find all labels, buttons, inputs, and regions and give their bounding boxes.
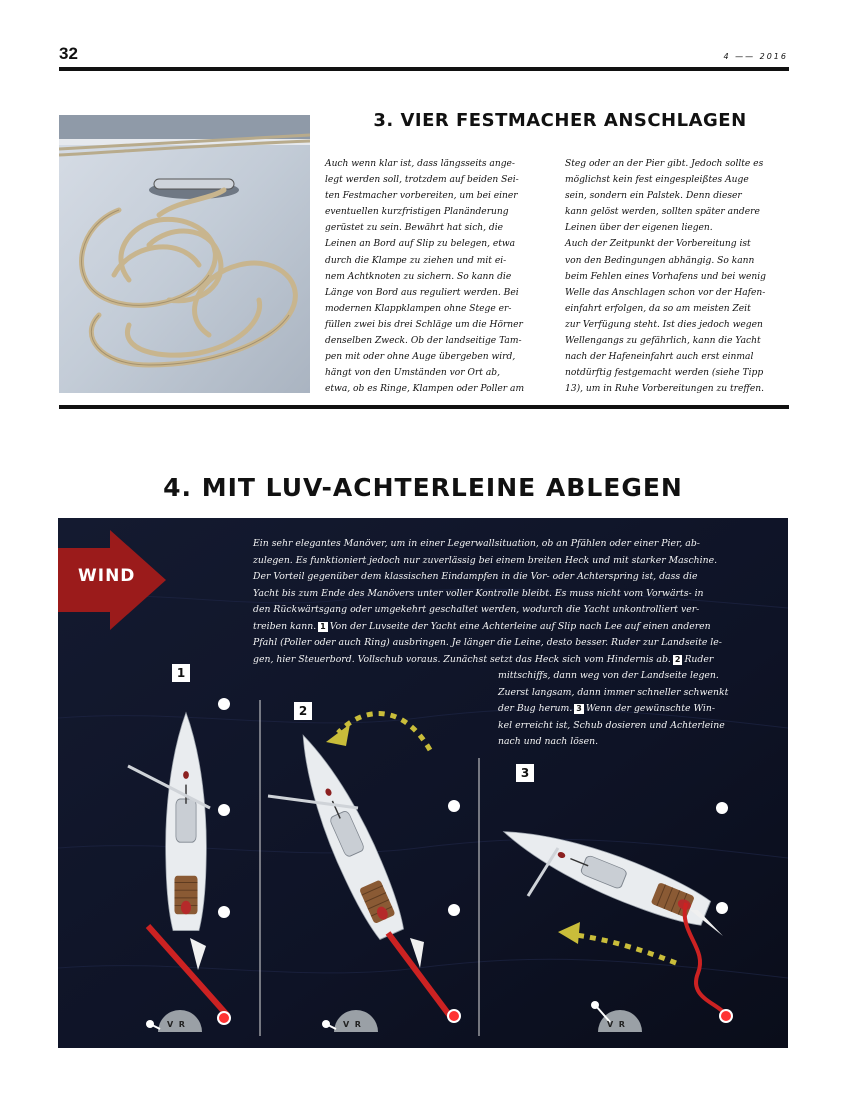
gauge-2-letters — [343, 1020, 361, 1029]
text-line: pen mit oder ohne Auge übergeben wird, — [325, 352, 516, 363]
text-line: Länge von Bord aus reguliert werden. Bei — [325, 287, 519, 298]
wind-label: WIND — [78, 566, 136, 586]
text-line: Auch wenn klar ist, dass längsseits ange- — [325, 159, 515, 169]
text-line: Welle das Anschlagen schon vor der Hafen- — [565, 287, 766, 298]
section3-column-1 — [325, 156, 547, 397]
text-line: 13), um in Ruhe Vorbereitungen zu treffen. — [565, 384, 764, 395]
text-line: Wellengangs zu gefährlich, kann die Yacht — [565, 336, 761, 347]
text-line: nach und nach lösen. — [498, 736, 599, 747]
text-line: mittschiffs, dann weg von der Landseite legen. — [498, 670, 719, 681]
text-fragment: Ruder — [684, 653, 714, 665]
maneuver-text-continued — [498, 668, 768, 751]
text-fragment: gen, hier Steuerbord. Vollschub voraus. Zunächst setzt das Heck sich vom Hindernis ab. — [253, 653, 671, 665]
text-line: Steg oder an der Pier gibt. Jedoch sollte es — [565, 159, 764, 169]
gauge-r: R — [354, 1020, 361, 1029]
gauge-r: R — [618, 1020, 625, 1029]
gauge-r: R — [178, 1020, 185, 1029]
text-line: Leinen über der eigenen liegen. — [565, 223, 713, 234]
text-line: eventuellen kurzfristigen Planänderung — [325, 207, 509, 218]
text-line: etwa, ob es Ringe, Klampen oder Poller am — [325, 384, 525, 395]
section-divider — [59, 405, 789, 409]
text-line — [253, 619, 758, 636]
gauge-v: V — [343, 1020, 350, 1029]
text-line: hängt von den Umständen vor Ort ab, — [325, 368, 500, 379]
step-marker-1: 1 — [172, 664, 190, 682]
text-line: gerüstet zu sein. Bewährt hat sich, die — [325, 223, 504, 234]
text-line: legt werden soll, trotzdem auf beiden Sei- — [325, 175, 519, 186]
text-line: Yacht bis zum Ende des Manövers unter voller Kontrolle bleibt. Es muss nicht vom Vorwärts- in — [253, 587, 704, 599]
section3-heading: 3. VIER FESTMACHER ANSCHLAGEN — [373, 110, 747, 131]
gauge-3-letters — [607, 1020, 625, 1029]
step-ref-3: 3 — [576, 704, 582, 713]
gauge-v: V — [607, 1020, 614, 1029]
text-line: Leinen an Bord auf Slip zu belegen, etwa — [325, 239, 516, 250]
text-line: modernen Klappklampen ohne Stege er- — [325, 303, 512, 314]
text-line: denselben Zweck. Ob der landseitige Tam- — [325, 336, 522, 347]
gauge-1-letters — [167, 1020, 185, 1029]
page-number: 32 — [59, 44, 78, 63]
text-line: zulegen. Es funktioniert jedoch nur zuverlässig bei einem breiten Heck und mit starker Maschine. — [253, 554, 718, 566]
text-line: füllen zwei bis drei Schläge um die Hörner — [325, 319, 523, 330]
text-line: nem Achtknoten zu sichern. So kann die — [325, 271, 512, 282]
text-line — [498, 701, 768, 718]
text-line: sein, sondern ein Palstek. Denn dieser — [565, 191, 742, 202]
text-fragment: Wenn der gewünschte Win- — [585, 703, 715, 714]
text-line: Pfahl (Poller oder auch Ring) ausbringen. Je länger die Leine, desto besser. Ruder zur Landseite le- — [253, 637, 722, 648]
step-marker-2: 2 — [294, 702, 312, 720]
step-ref-2: 2 — [674, 654, 681, 664]
text-line: beim Fehlen eines Vorhafens und bei wenig — [565, 271, 766, 282]
maneuver-text — [253, 536, 758, 668]
text-line: Ein sehr elegantes Manöver, um in einer Legerwallsituation, ob an Pfählen oder einer Pier, ab- — [253, 538, 700, 549]
text-line: den Rückwärtsgang oder umgekehrt geschaltet werden, wodurch die Yacht unkontrolliert ver- — [253, 604, 700, 615]
text-line: notdürftig festgemacht werden (siehe Tipp — [565, 368, 764, 379]
text-line: einfahrt erfolgen, da so am meisten Zeit — [565, 303, 751, 314]
text-line: zur Verfügung steht. Ist dies jedoch wegen — [565, 319, 763, 330]
text-line — [253, 652, 758, 669]
text-line: ten Festmacher vorbereiten, um bei einer — [325, 191, 518, 202]
text-line: Auch der Zeitpunkt der Vorbereitung ist — [565, 239, 751, 250]
text-line: Der Vorteil gegenüber dem klassischen Eindampfen in die Vor- oder Achterspring ist, dass die — [253, 571, 698, 582]
text-line: möglichst kein fest eingespleißtes Auge — [565, 175, 749, 186]
text-fragment: treiben kann. — [253, 620, 317, 632]
text-line: Zuerst langsam, dann immer schneller schwenkt — [498, 686, 729, 698]
section4-heading: 4. MIT LUV-ACHTERLEINE ABLEGEN — [163, 473, 683, 502]
text-line: durch die Klampe zu ziehen und mit ei- — [325, 255, 507, 266]
text-fragment: Von der Luvseite der Yacht eine Achterleine auf Slip nach Lee auf einen anderen — [329, 620, 711, 632]
issue-label: 4 —— 2016 — [723, 52, 788, 61]
text-line: kann gelöst werden, sollten später andere — [565, 207, 760, 218]
text-line: nach der Hafeneinfahrt auch erst einmal — [565, 352, 754, 363]
step-marker-3: 3 — [516, 764, 534, 782]
rope-illustration — [59, 115, 310, 393]
section3-column-2 — [565, 156, 787, 397]
gauge-v: V — [167, 1020, 174, 1029]
top-rule — [59, 67, 789, 71]
step-ref-1: 1 — [320, 621, 326, 631]
text-line: von den Bedingungen abhängig. So kann — [565, 255, 755, 266]
text-line: kel erreicht ist, Schub dosieren und Achterleine — [498, 719, 725, 731]
text-fragment: der Bug herum. — [498, 703, 573, 714]
rope-photo — [59, 115, 310, 393]
maneuver-panel — [58, 518, 788, 1048]
